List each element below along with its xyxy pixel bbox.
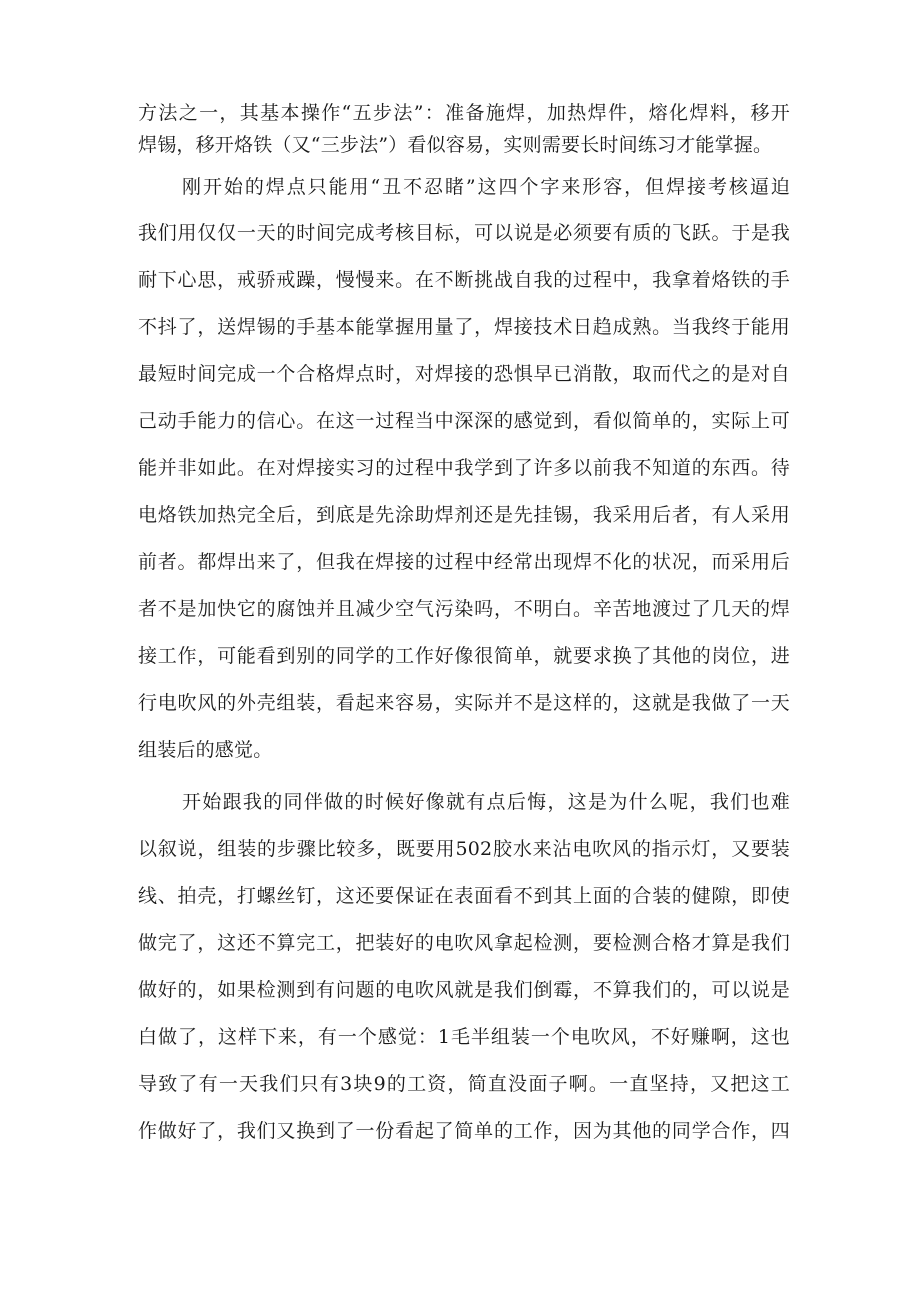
paragraph-3-line-2: 以叙说，组装的步骤比较多，既要用502胶水来沾电吹风的指示灯，又要装 (138, 838, 790, 860)
paragraph-2-line-1: 刚开始的焊点只能用“丑不忍睹”这四个字来形容，但焊接考核逼迫 (182, 176, 790, 198)
paragraph-2-line-13: 组装后的感觉。 (138, 739, 273, 761)
paragraph-2-line-3: 耐下心思，戒骄戒躁，慢慢来。在不断挑战自我的过程中，我拿着烙铁的手 (138, 269, 790, 291)
paragraph-2-line-11: 接工作，可能看到别的同学的工作好像很简单，就要求换了其他的岗位，进 (138, 645, 790, 667)
paragraph-2-line-4: 不抖了，送焊锡的手基本能掌握用量了，焊接技术日趋成熟。当我终于能用 (138, 316, 790, 338)
paragraph-2-line-10: 者不是加快它的腐蚀并且减少空气污染吗，不明白。辛苦地渡过了几天的焊 (138, 598, 790, 620)
paragraph-2-line-7: 能并非如此。在对焊接实习的过程中我学到了许多以前我不知道的东西。待 (138, 457, 790, 479)
paragraph-3-line-6: 白做了，这样下来，有一个感觉：1毛半组装一个电吹风，不好赚啊，这也 (138, 1026, 790, 1048)
paragraph-3-line-5: 做好的，如果检测到有问题的电吹风就是我们倒霉，不算我们的，可以说是 (138, 979, 790, 1001)
paragraph-2-line-5: 最短时间完成一个合格焊点时，对焊接的恐惧早已消散，取而代之的是对自 (138, 363, 790, 385)
paragraph-3-line-7: 导致了有一天我们只有3块9的工资，简直没面子啊。一直坚持，又把这工 (138, 1073, 790, 1095)
paragraph-3-line-3: 线、拍壳，打螺丝钉，这还要保证在表面看不到其上面的合装的健隙，即使 (138, 885, 790, 907)
paragraph-2-line-12: 行电吹风的外壳组装，看起来容易，实际并不是这样的，这就是我做了一天 (138, 692, 790, 714)
paragraph-2-line-8: 电烙铁加热完全后，到底是先涂助焊剂还是先挂锡，我采用后者，有人采用 (138, 504, 790, 526)
paragraph-3-line-1: 开始跟我的同伴做的时候好像就有点后悔，这是为什么呢，我们也难 (182, 791, 790, 813)
paragraph-1-line-1: 方法之一，其基本操作“五步法”：准备施焊，加热焊件，熔化焊料，移开 (138, 102, 790, 124)
paragraph-1-line-2: 焊锡，移开烙铁（又“三步法”）看似容易，实则需要长时间练习才能掌握。 (138, 134, 773, 156)
paragraph-3-line-4: 做完了，这还不算完工，把装好的电吹风拿起检测，要检测合格才算是我们 (138, 932, 790, 954)
paragraph-2-line-6: 己动手能力的信心。在这一过程当中深深的感觉到，看似简单的，实际上可 (138, 410, 790, 432)
paragraph-2-line-9: 前者。都焊出来了，但我在焊接的过程中经常出现焊不化的状况，而采用后 (138, 551, 790, 573)
paragraph-2-line-2: 我们用仅仅一天的时间完成考核目标，可以说是必须要有质的飞跃。于是我 (138, 222, 790, 244)
paragraph-3-line-8: 作做好了，我们又换到了一份看起了简单的工作，因为其他的同学合作，四 (138, 1120, 790, 1142)
